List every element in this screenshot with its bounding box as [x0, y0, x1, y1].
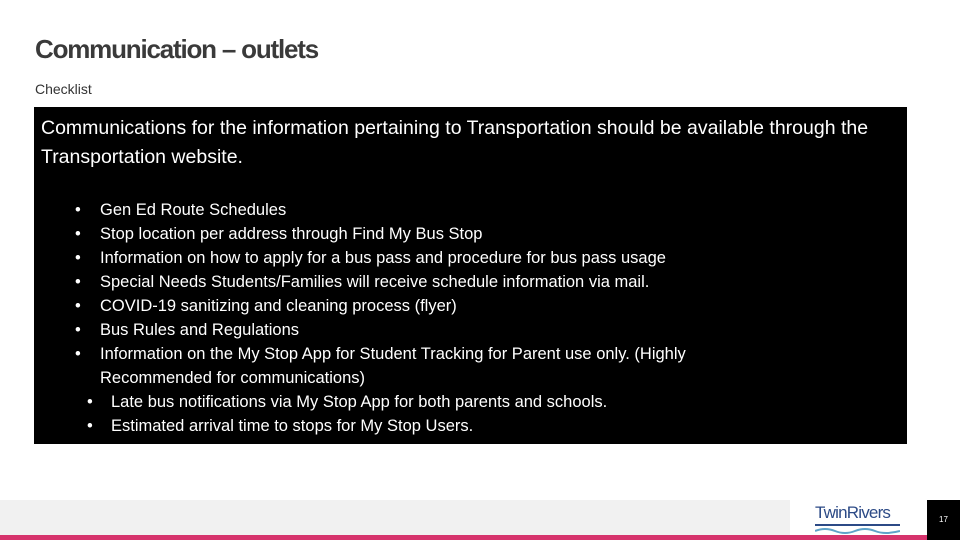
page-number: 17 — [939, 515, 948, 524]
twin-rivers-logo — [790, 500, 927, 535]
list-item: • Special Needs Students/Families will receive schedule information via mail. — [75, 270, 795, 294]
list-item: • Information on how to apply for a bus pass and procedure for bus pass usage — [75, 246, 795, 270]
list-item: • COVID-19 sanitizing and cleaning process (flyer) — [75, 294, 795, 318]
slide-subtitle: Checklist — [35, 81, 92, 97]
content-box — [34, 107, 907, 444]
footer-accent-bar — [0, 535, 927, 540]
slide-title: Communication – outlets — [35, 34, 318, 64]
list-item: • Information on the My Stop App for Student Tracking for Parent use only. (Highly Recommended for communications) — [75, 342, 795, 390]
logo-divider — [815, 524, 900, 526]
intro-text: Communications for the information pertaining to Transportation should be available through the Transportation website. — [41, 117, 869, 168]
list-item: • Gen Ed Route Schedules — [75, 198, 795, 222]
sub-list-item: • Estimated arrival time to stops for My Stop Users. — [75, 414, 795, 438]
logo-text: TwinRivers — [815, 503, 891, 522]
page-number-box — [927, 500, 960, 540]
bullet-list — [75, 198, 795, 390]
sub-list-item: • Late bus notifications via My Stop App for both parents and schools. — [75, 390, 795, 414]
sub-bullet-list — [75, 390, 795, 438]
list-item: • Stop location per address through Find My Bus Stop — [75, 222, 795, 246]
wave-icon — [815, 527, 900, 535]
list-item: • Bus Rules and Regulations — [75, 318, 795, 342]
